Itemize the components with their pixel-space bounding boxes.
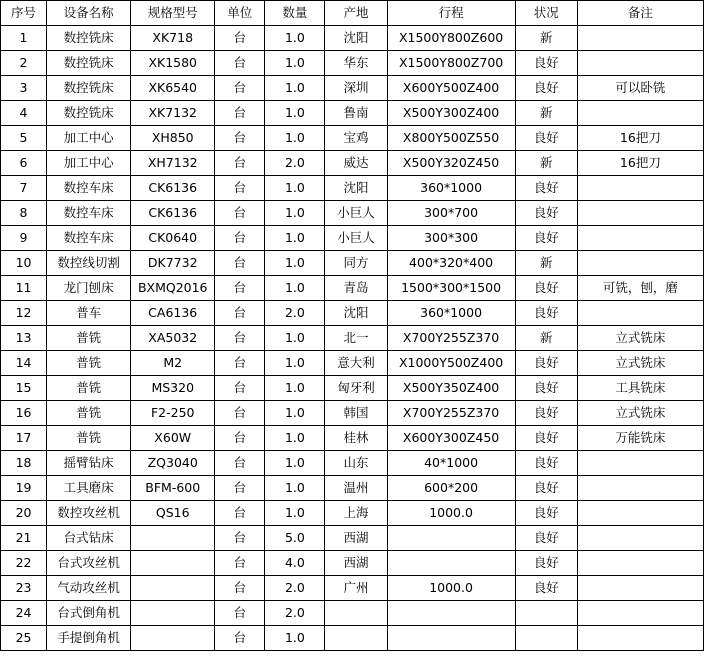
cell-status: 良好 bbox=[515, 426, 577, 451]
cell-status: 良好 bbox=[515, 201, 577, 226]
cell-travel: X600Y500Z400 bbox=[387, 76, 515, 101]
cell-origin: 上海 bbox=[325, 501, 387, 526]
cell-no: 21 bbox=[1, 526, 47, 551]
cell-model: X60W bbox=[131, 426, 215, 451]
cell-remark bbox=[577, 51, 703, 76]
cell-name: 数控线切割 bbox=[47, 251, 131, 276]
cell-travel: 400*320*400 bbox=[387, 251, 515, 276]
cell-unit: 台 bbox=[215, 51, 265, 76]
table-header-row bbox=[1, 1, 704, 26]
table-row bbox=[1, 51, 704, 76]
cell-no: 20 bbox=[1, 501, 47, 526]
cell-status bbox=[515, 626, 577, 651]
cell-status: 新 bbox=[515, 326, 577, 351]
cell-remark bbox=[577, 551, 703, 576]
cell-unit: 台 bbox=[215, 201, 265, 226]
cell-remark: 可铣，刨，磨 bbox=[577, 276, 703, 301]
cell-model: CK0640 bbox=[131, 226, 215, 251]
cell-model: CA6136 bbox=[131, 301, 215, 326]
cell-qty: 1.0 bbox=[265, 201, 325, 226]
cell-origin: 沈阳 bbox=[325, 176, 387, 201]
cell-name: 台式钻床 bbox=[47, 526, 131, 551]
cell-no: 5 bbox=[1, 126, 47, 151]
cell-qty: 1.0 bbox=[265, 176, 325, 201]
cell-travel: 1000.0 bbox=[387, 576, 515, 601]
cell-travel: 360*1000 bbox=[387, 301, 515, 326]
cell-status bbox=[515, 601, 577, 626]
cell-travel: X500Y350Z400 bbox=[387, 376, 515, 401]
cell-status: 新 bbox=[515, 101, 577, 126]
cell-status: 良好 bbox=[515, 526, 577, 551]
cell-name: 数控车床 bbox=[47, 201, 131, 226]
cell-unit: 台 bbox=[215, 551, 265, 576]
cell-travel: X600Y300Z450 bbox=[387, 426, 515, 451]
cell-no: 14 bbox=[1, 351, 47, 376]
table-row bbox=[1, 326, 704, 351]
cell-no: 12 bbox=[1, 301, 47, 326]
table-row bbox=[1, 126, 704, 151]
cell-name: 加工中心 bbox=[47, 151, 131, 176]
cell-remark bbox=[577, 226, 703, 251]
cell-status: 良好 bbox=[515, 276, 577, 301]
cell-qty: 1.0 bbox=[265, 51, 325, 76]
cell-status: 良好 bbox=[515, 226, 577, 251]
cell-remark bbox=[577, 576, 703, 601]
cell-no: 16 bbox=[1, 401, 47, 426]
cell-unit: 台 bbox=[215, 351, 265, 376]
table-row bbox=[1, 276, 704, 301]
cell-status: 良好 bbox=[515, 301, 577, 326]
table-row bbox=[1, 451, 704, 476]
cell-unit: 台 bbox=[215, 101, 265, 126]
cell-travel bbox=[387, 551, 515, 576]
cell-remark bbox=[577, 101, 703, 126]
cell-model: BXMQ2016 bbox=[131, 276, 215, 301]
cell-remark bbox=[577, 476, 703, 501]
cell-name: 普铣 bbox=[47, 326, 131, 351]
cell-name: 台式倒角机 bbox=[47, 601, 131, 626]
table-row bbox=[1, 201, 704, 226]
cell-model: ZQ3040 bbox=[131, 451, 215, 476]
cell-travel: 40*1000 bbox=[387, 451, 515, 476]
cell-origin: 北一 bbox=[325, 326, 387, 351]
cell-qty: 4.0 bbox=[265, 551, 325, 576]
cell-unit: 台 bbox=[215, 301, 265, 326]
cell-model: M2 bbox=[131, 351, 215, 376]
cell-status: 良好 bbox=[515, 576, 577, 601]
cell-model: QS16 bbox=[131, 501, 215, 526]
cell-origin bbox=[325, 626, 387, 651]
cell-origin bbox=[325, 601, 387, 626]
column-header-name: 设备名称 bbox=[47, 1, 131, 26]
cell-name: 普铣 bbox=[47, 351, 131, 376]
table-row bbox=[1, 251, 704, 276]
cell-qty: 1.0 bbox=[265, 276, 325, 301]
cell-remark bbox=[577, 251, 703, 276]
cell-qty: 1.0 bbox=[265, 126, 325, 151]
cell-remark bbox=[577, 176, 703, 201]
cell-no: 24 bbox=[1, 601, 47, 626]
cell-unit: 台 bbox=[215, 476, 265, 501]
cell-status: 良好 bbox=[515, 401, 577, 426]
cell-no: 8 bbox=[1, 201, 47, 226]
table-row bbox=[1, 576, 704, 601]
cell-origin: 威达 bbox=[325, 151, 387, 176]
cell-model: XK7132 bbox=[131, 101, 215, 126]
cell-name: 数控攻丝机 bbox=[47, 501, 131, 526]
cell-unit: 台 bbox=[215, 176, 265, 201]
cell-name: 普铣 bbox=[47, 426, 131, 451]
cell-model bbox=[131, 626, 215, 651]
table-row bbox=[1, 26, 704, 51]
cell-origin: 匈牙利 bbox=[325, 376, 387, 401]
column-header-travel: 行程 bbox=[387, 1, 515, 26]
cell-model bbox=[131, 526, 215, 551]
cell-status: 良好 bbox=[515, 351, 577, 376]
cell-remark bbox=[577, 526, 703, 551]
column-header-no: 序号 bbox=[1, 1, 47, 26]
cell-travel: X700Y255Z370 bbox=[387, 401, 515, 426]
cell-qty: 1.0 bbox=[265, 426, 325, 451]
cell-unit: 台 bbox=[215, 326, 265, 351]
cell-model: F2-250 bbox=[131, 401, 215, 426]
cell-origin: 鲁南 bbox=[325, 101, 387, 126]
table-row bbox=[1, 176, 704, 201]
column-header-qty: 数量 bbox=[265, 1, 325, 26]
cell-qty: 1.0 bbox=[265, 26, 325, 51]
cell-qty: 1.0 bbox=[265, 401, 325, 426]
table-row bbox=[1, 376, 704, 401]
cell-status: 良好 bbox=[515, 476, 577, 501]
cell-origin: 小巨人 bbox=[325, 226, 387, 251]
cell-model: DK7732 bbox=[131, 251, 215, 276]
cell-qty: 1.0 bbox=[265, 501, 325, 526]
cell-name: 普车 bbox=[47, 301, 131, 326]
cell-qty: 1.0 bbox=[265, 226, 325, 251]
cell-unit: 台 bbox=[215, 501, 265, 526]
cell-travel: 300*700 bbox=[387, 201, 515, 226]
cell-remark: 工具铣床 bbox=[577, 376, 703, 401]
cell-qty: 2.0 bbox=[265, 301, 325, 326]
cell-unit: 台 bbox=[215, 451, 265, 476]
column-header-model: 规格型号 bbox=[131, 1, 215, 26]
cell-name: 普铣 bbox=[47, 376, 131, 401]
cell-qty: 1.0 bbox=[265, 376, 325, 401]
cell-model: XK6540 bbox=[131, 76, 215, 101]
cell-qty: 1.0 bbox=[265, 451, 325, 476]
cell-remark: 立式铣床 bbox=[577, 401, 703, 426]
cell-no: 23 bbox=[1, 576, 47, 601]
cell-name: 加工中心 bbox=[47, 126, 131, 151]
column-header-unit: 单位 bbox=[215, 1, 265, 26]
cell-no: 9 bbox=[1, 226, 47, 251]
cell-travel: 1000.0 bbox=[387, 501, 515, 526]
cell-status: 新 bbox=[515, 251, 577, 276]
cell-name: 摇臂钻床 bbox=[47, 451, 131, 476]
cell-remark bbox=[577, 601, 703, 626]
cell-travel: X500Y300Z400 bbox=[387, 101, 515, 126]
cell-travel: X700Y255Z370 bbox=[387, 326, 515, 351]
cell-unit: 台 bbox=[215, 576, 265, 601]
cell-no: 1 bbox=[1, 26, 47, 51]
column-header-origin: 产地 bbox=[325, 1, 387, 26]
cell-unit: 台 bbox=[215, 151, 265, 176]
cell-origin: 华东 bbox=[325, 51, 387, 76]
cell-qty: 2.0 bbox=[265, 151, 325, 176]
cell-qty: 2.0 bbox=[265, 601, 325, 626]
cell-remark: 立式铣床 bbox=[577, 326, 703, 351]
cell-remark bbox=[577, 201, 703, 226]
cell-travel: X1500Y800Z700 bbox=[387, 51, 515, 76]
cell-no: 4 bbox=[1, 101, 47, 126]
cell-no: 13 bbox=[1, 326, 47, 351]
cell-unit: 台 bbox=[215, 126, 265, 151]
cell-travel: X800Y500Z550 bbox=[387, 126, 515, 151]
cell-unit: 台 bbox=[215, 401, 265, 426]
table-row bbox=[1, 501, 704, 526]
cell-origin: 意大利 bbox=[325, 351, 387, 376]
cell-no: 25 bbox=[1, 626, 47, 651]
cell-remark: 可以卧铣 bbox=[577, 76, 703, 101]
cell-name: 数控车床 bbox=[47, 176, 131, 201]
cell-model: MS320 bbox=[131, 376, 215, 401]
cell-origin: 西湖 bbox=[325, 551, 387, 576]
cell-status: 新 bbox=[515, 151, 577, 176]
cell-no: 7 bbox=[1, 176, 47, 201]
cell-travel: 360*1000 bbox=[387, 176, 515, 201]
cell-unit: 台 bbox=[215, 26, 265, 51]
table-row bbox=[1, 426, 704, 451]
cell-model: BFM-600 bbox=[131, 476, 215, 501]
table-row bbox=[1, 401, 704, 426]
cell-name: 数控车床 bbox=[47, 226, 131, 251]
cell-origin: 沈阳 bbox=[325, 26, 387, 51]
cell-no: 10 bbox=[1, 251, 47, 276]
cell-unit: 台 bbox=[215, 76, 265, 101]
cell-name: 龙门刨床 bbox=[47, 276, 131, 301]
cell-status: 良好 bbox=[515, 501, 577, 526]
cell-no: 19 bbox=[1, 476, 47, 501]
table-row bbox=[1, 526, 704, 551]
cell-status: 新 bbox=[515, 26, 577, 51]
cell-qty: 1.0 bbox=[265, 101, 325, 126]
cell-model: XH850 bbox=[131, 126, 215, 151]
cell-travel: 1500*300*1500 bbox=[387, 276, 515, 301]
cell-name: 普铣 bbox=[47, 401, 131, 426]
cell-remark: 万能铣床 bbox=[577, 426, 703, 451]
cell-status: 良好 bbox=[515, 551, 577, 576]
cell-model bbox=[131, 551, 215, 576]
cell-travel: X500Y320Z450 bbox=[387, 151, 515, 176]
table-header bbox=[1, 1, 704, 26]
cell-status: 良好 bbox=[515, 376, 577, 401]
cell-travel: 300*300 bbox=[387, 226, 515, 251]
cell-origin: 小巨人 bbox=[325, 201, 387, 226]
cell-unit: 台 bbox=[215, 526, 265, 551]
cell-travel: X1500Y800Z600 bbox=[387, 26, 515, 51]
cell-origin: 桂林 bbox=[325, 426, 387, 451]
cell-status: 良好 bbox=[515, 176, 577, 201]
cell-status: 良好 bbox=[515, 76, 577, 101]
cell-origin: 青岛 bbox=[325, 276, 387, 301]
cell-qty: 1.0 bbox=[265, 351, 325, 376]
cell-no: 3 bbox=[1, 76, 47, 101]
cell-origin: 广州 bbox=[325, 576, 387, 601]
cell-remark: 立式铣床 bbox=[577, 351, 703, 376]
cell-remark bbox=[577, 301, 703, 326]
cell-origin: 山东 bbox=[325, 451, 387, 476]
cell-name: 台式攻丝机 bbox=[47, 551, 131, 576]
table-row bbox=[1, 476, 704, 501]
table-row bbox=[1, 601, 704, 626]
cell-qty: 2.0 bbox=[265, 576, 325, 601]
table-row bbox=[1, 551, 704, 576]
cell-unit: 台 bbox=[215, 251, 265, 276]
cell-no: 22 bbox=[1, 551, 47, 576]
cell-status: 良好 bbox=[515, 51, 577, 76]
cell-origin: 沈阳 bbox=[325, 301, 387, 326]
cell-remark bbox=[577, 26, 703, 51]
cell-qty: 1.0 bbox=[265, 251, 325, 276]
cell-origin: 宝鸡 bbox=[325, 126, 387, 151]
cell-travel: 600*200 bbox=[387, 476, 515, 501]
cell-model bbox=[131, 576, 215, 601]
cell-remark: 16把刀 bbox=[577, 151, 703, 176]
cell-name: 数控铣床 bbox=[47, 51, 131, 76]
cell-name: 工具磨床 bbox=[47, 476, 131, 501]
cell-origin: 西湖 bbox=[325, 526, 387, 551]
cell-qty: 1.0 bbox=[265, 626, 325, 651]
cell-name: 气动攻丝机 bbox=[47, 576, 131, 601]
cell-unit: 台 bbox=[215, 276, 265, 301]
cell-status: 良好 bbox=[515, 126, 577, 151]
column-header-status: 状况 bbox=[515, 1, 577, 26]
cell-unit: 台 bbox=[215, 601, 265, 626]
cell-model: XA5032 bbox=[131, 326, 215, 351]
table-body bbox=[1, 26, 704, 651]
cell-model bbox=[131, 601, 215, 626]
cell-travel: X1000Y500Z400 bbox=[387, 351, 515, 376]
cell-unit: 台 bbox=[215, 626, 265, 651]
cell-unit: 台 bbox=[215, 376, 265, 401]
cell-unit: 台 bbox=[215, 226, 265, 251]
cell-remark bbox=[577, 501, 703, 526]
cell-model: XK718 bbox=[131, 26, 215, 51]
cell-model: CK6136 bbox=[131, 176, 215, 201]
cell-no: 15 bbox=[1, 376, 47, 401]
cell-qty: 5.0 bbox=[265, 526, 325, 551]
cell-status: 良好 bbox=[515, 451, 577, 476]
table-row bbox=[1, 101, 704, 126]
cell-travel bbox=[387, 601, 515, 626]
cell-qty: 1.0 bbox=[265, 76, 325, 101]
cell-origin: 温州 bbox=[325, 476, 387, 501]
table-row bbox=[1, 226, 704, 251]
cell-origin: 韩国 bbox=[325, 401, 387, 426]
cell-model: XH7132 bbox=[131, 151, 215, 176]
cell-qty: 1.0 bbox=[265, 476, 325, 501]
table-row bbox=[1, 301, 704, 326]
cell-no: 18 bbox=[1, 451, 47, 476]
cell-model: XK1580 bbox=[131, 51, 215, 76]
cell-name: 数控铣床 bbox=[47, 101, 131, 126]
cell-remark bbox=[577, 451, 703, 476]
cell-unit: 台 bbox=[215, 426, 265, 451]
cell-name: 手提倒角机 bbox=[47, 626, 131, 651]
cell-no: 17 bbox=[1, 426, 47, 451]
cell-travel bbox=[387, 626, 515, 651]
cell-name: 数控铣床 bbox=[47, 26, 131, 51]
cell-no: 2 bbox=[1, 51, 47, 76]
cell-no: 6 bbox=[1, 151, 47, 176]
cell-remark bbox=[577, 626, 703, 651]
cell-name: 数控铣床 bbox=[47, 76, 131, 101]
column-header-remark: 备注 bbox=[577, 1, 703, 26]
cell-remark: 16把刀 bbox=[577, 126, 703, 151]
cell-qty: 1.0 bbox=[265, 326, 325, 351]
table-row bbox=[1, 626, 704, 651]
table-row bbox=[1, 151, 704, 176]
cell-model: CK6136 bbox=[131, 201, 215, 226]
cell-origin: 同方 bbox=[325, 251, 387, 276]
cell-no: 11 bbox=[1, 276, 47, 301]
cell-travel bbox=[387, 526, 515, 551]
table-row bbox=[1, 76, 704, 101]
table-row bbox=[1, 351, 704, 376]
cell-origin: 深圳 bbox=[325, 76, 387, 101]
